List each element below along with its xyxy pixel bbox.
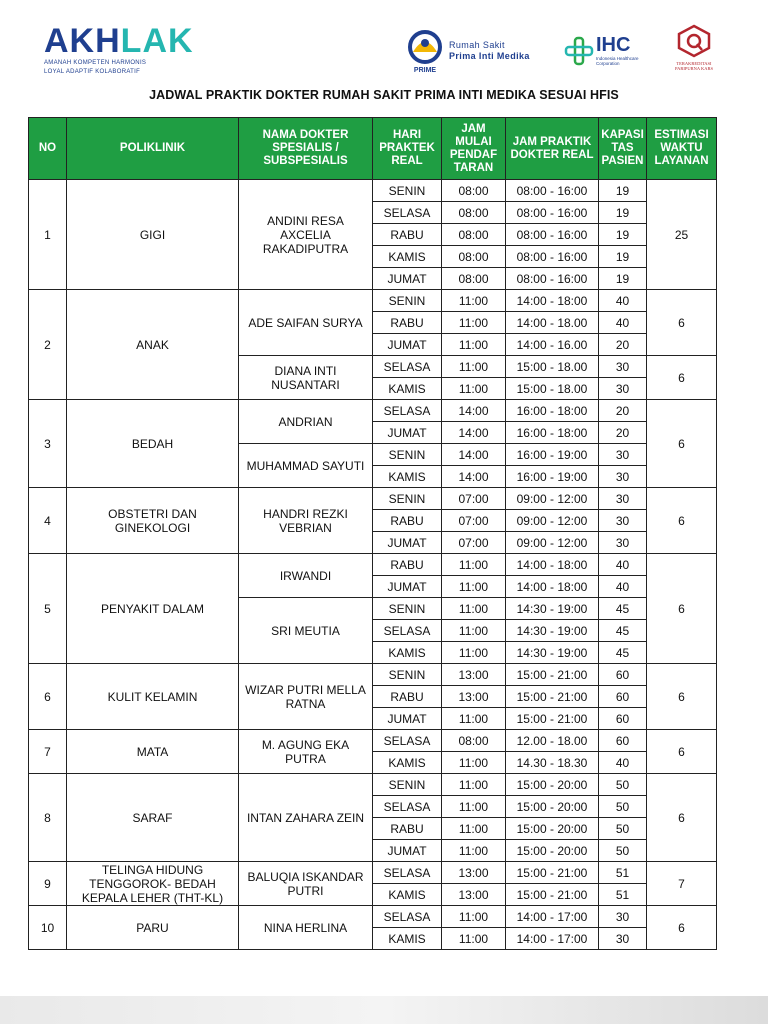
cell-hours: 15:00 - 21:00 (506, 884, 599, 906)
cell-day: KAMIS (373, 928, 442, 950)
cell-start: 13:00 (442, 686, 506, 708)
cell-hours: 14:00 - 17:00 (506, 906, 599, 928)
cell-estimate: 6 (647, 664, 717, 730)
cell-day: SELASA (373, 620, 442, 642)
cell-doctor: DIANA INTI NUSANTARI (239, 356, 373, 400)
ihc-subtitle: Indonesia Healthcare Corporation (596, 56, 639, 66)
cell-hours: 16:00 - 19:00 (506, 444, 599, 466)
cell-hours: 09:00 - 12:00 (506, 510, 599, 532)
cell-day: RABU (373, 510, 442, 532)
table-row (29, 664, 717, 686)
cell-capacity: 30 (599, 356, 647, 378)
cell-hours: 15:00 - 20:00 (506, 774, 599, 796)
cell-capacity: 19 (599, 268, 647, 290)
cell-capacity: 30 (599, 906, 647, 928)
cell-doctor: BALUQIA ISKANDAR PUTRI (239, 862, 373, 906)
cell-hours: 15:00 - 20:00 (506, 840, 599, 862)
cell-capacity: 20 (599, 422, 647, 444)
cell-day: KAMIS (373, 884, 442, 906)
cell-day: SENIN (373, 444, 442, 466)
cell-doctor: INTAN ZAHARA ZEIN (239, 774, 373, 862)
cell-start: 11:00 (442, 774, 506, 796)
cell-capacity: 60 (599, 708, 647, 730)
cell-start: 11:00 (442, 708, 506, 730)
cell-start: 08:00 (442, 202, 506, 224)
cell-day: SENIN (373, 598, 442, 620)
cell-capacity: 40 (599, 576, 647, 598)
table-row (29, 730, 717, 752)
cell-capacity: 30 (599, 444, 647, 466)
cell-capacity: 51 (599, 862, 647, 884)
cell-hours: 15:00 - 21:00 (506, 708, 599, 730)
cell-start: 11:00 (442, 378, 506, 400)
cell-capacity: 40 (599, 312, 647, 334)
header-capacity: KAPASI TAS PASIEN (599, 118, 647, 180)
cell-start: 14:00 (442, 422, 506, 444)
cell-capacity: 30 (599, 488, 647, 510)
prime-badge-text: PRIME (413, 67, 437, 74)
cell-day: KAMIS (373, 466, 442, 488)
cell-hours: 14:30 - 19:00 (506, 598, 599, 620)
cell-start: 11:00 (442, 290, 506, 312)
cell-hours: 08:00 - 16:00 (506, 246, 599, 268)
cell-day: RABU (373, 686, 442, 708)
cell-capacity: 45 (599, 620, 647, 642)
cell-poliklinik: ANAK (67, 290, 239, 400)
cell-estimate: 7 (647, 862, 717, 906)
header-poliklinik: POLIKLINIK (67, 118, 239, 180)
ihc-cross-icon (564, 36, 594, 66)
cell-start: 11:00 (442, 620, 506, 642)
cell-poliklinik: PARU (67, 906, 239, 950)
table-row (29, 554, 717, 576)
table-row (29, 862, 717, 884)
cell-capacity: 40 (599, 554, 647, 576)
cell-hours: 15:00 - 18.00 (506, 356, 599, 378)
kars-accreditation-logo (664, 24, 724, 74)
cell-start: 13:00 (442, 884, 506, 906)
cell-capacity: 45 (599, 642, 647, 664)
cell-day: KAMIS (373, 378, 442, 400)
header-registration-start: JAM MULAI PENDAF TARAN (442, 118, 506, 180)
cell-start: 07:00 (442, 488, 506, 510)
cell-no: 9 (29, 862, 67, 906)
cell-no: 8 (29, 774, 67, 862)
cell-capacity: 40 (599, 752, 647, 774)
cell-day: RABU (373, 818, 442, 840)
cell-capacity: 60 (599, 664, 647, 686)
cell-hours: 15:00 - 21:00 (506, 686, 599, 708)
akhlak-tagline-1: AMANAH KOMPETEN HARMONIS (44, 60, 147, 66)
cell-day: SENIN (373, 488, 442, 510)
cell-doctor: M. AGUNG EKA PUTRA (239, 730, 373, 774)
prime-line-1: Rumah Sakit (449, 40, 505, 50)
cell-capacity: 50 (599, 818, 647, 840)
cell-doctor: SRI MEUTIA (239, 598, 373, 664)
table-row (29, 906, 717, 928)
cell-no: 10 (29, 906, 67, 950)
cell-start: 13:00 (442, 862, 506, 884)
cell-hours: 14:00 - 17:00 (506, 928, 599, 950)
cell-estimate: 6 (647, 554, 717, 664)
cell-capacity: 50 (599, 796, 647, 818)
cell-hours: 15:00 - 18.00 (506, 378, 599, 400)
kars-emblem-icon (676, 24, 712, 58)
cell-no: 6 (29, 664, 67, 730)
cell-hours: 12.00 - 18.00 (506, 730, 599, 752)
schedule-table (28, 117, 717, 950)
cell-day: SELASA (373, 356, 442, 378)
cell-hours: 09:00 - 12:00 (506, 488, 599, 510)
cell-doctor: MUHAMMAD SAYUTI (239, 444, 373, 488)
cell-poliklinik: KULIT KELAMIN (67, 664, 239, 730)
cell-day: JUMAT (373, 422, 442, 444)
cell-capacity: 60 (599, 730, 647, 752)
cell-doctor: HANDRI REZKI VEBRIAN (239, 488, 373, 554)
cell-day: JUMAT (373, 334, 442, 356)
cell-capacity: 50 (599, 840, 647, 862)
cell-no: 3 (29, 400, 67, 488)
cell-hours: 14:30 - 19:00 (506, 642, 599, 664)
table-row (29, 774, 717, 796)
cell-poliklinik: BEDAH (67, 400, 239, 488)
cell-capacity: 30 (599, 378, 647, 400)
cell-capacity: 30 (599, 466, 647, 488)
cell-hours: 14:00 - 16.00 (506, 334, 599, 356)
cell-day: KAMIS (373, 642, 442, 664)
cell-poliklinik: PENYAKIT DALAM (67, 554, 239, 664)
cell-hours: 08:00 - 16:00 (506, 202, 599, 224)
cell-hours: 14:00 - 18:00 (506, 554, 599, 576)
prime-hospital-logo (405, 28, 555, 74)
cell-hours: 14:00 - 18:00 (506, 290, 599, 312)
cell-no: 5 (29, 554, 67, 664)
cell-day: SELASA (373, 400, 442, 422)
header-service-estimate: ESTIMASI WAKTU LAYANAN (647, 118, 717, 180)
cell-poliklinik: OBSTETRI DAN GINEKOLOGI (67, 488, 239, 554)
ihc-logo (564, 28, 656, 70)
cell-start: 11:00 (442, 356, 506, 378)
akhlak-tagline-2: LOYAL ADAPTIF KOLABORATIF (44, 69, 141, 75)
cell-start: 11:00 (442, 928, 506, 950)
cell-doctor: ADE SAIFAN SURYA (239, 290, 373, 356)
cell-doctor: WIZAR PUTRI MELLA RATNA (239, 664, 373, 730)
cell-doctor: ANDINI RESA AXCELIA RAKADIPUTRA (239, 180, 373, 290)
cell-hours: 16:00 - 18:00 (506, 400, 599, 422)
cell-capacity: 19 (599, 202, 647, 224)
header-day: HARI PRAKTEK REAL (373, 118, 442, 180)
cell-poliklinik: TELINGA HIDUNG TENGGOROK- BEDAH KEPALA LEHER (THT-KL) (67, 862, 239, 906)
cell-capacity: 45 (599, 598, 647, 620)
cell-start: 14:00 (442, 400, 506, 422)
cell-start: 08:00 (442, 224, 506, 246)
header-practice-hours: JAM PRAKTIK DOKTER REAL (506, 118, 599, 180)
table-row (29, 180, 717, 202)
cell-no: 1 (29, 180, 67, 290)
cell-capacity: 19 (599, 224, 647, 246)
cell-day: SENIN (373, 290, 442, 312)
cell-hours: 15:00 - 21:00 (506, 862, 599, 884)
cell-start: 11:00 (442, 312, 506, 334)
cell-day: SENIN (373, 180, 442, 202)
cell-day: SENIN (373, 664, 442, 686)
akhlak-logo (44, 22, 194, 76)
cell-hours: 15:00 - 20:00 (506, 818, 599, 840)
cell-hours: 08:00 - 16:00 (506, 268, 599, 290)
cell-start: 14:00 (442, 466, 506, 488)
cell-day: JUMAT (373, 708, 442, 730)
cell-no: 2 (29, 290, 67, 400)
cell-hours: 16:00 - 19:00 (506, 466, 599, 488)
cell-day: JUMAT (373, 532, 442, 554)
cell-estimate: 25 (647, 180, 717, 290)
cell-start: 11:00 (442, 598, 506, 620)
cell-start: 11:00 (442, 906, 506, 928)
table-row (29, 290, 717, 312)
cell-hours: 14.30 - 18.30 (506, 752, 599, 774)
page-title: JADWAL PRAKTIK DOKTER RUMAH SAKIT PRIMA INTI MEDIKA SESUAI HFIS (149, 88, 619, 102)
cell-start: 08:00 (442, 180, 506, 202)
cell-start: 08:00 (442, 730, 506, 752)
cell-capacity: 60 (599, 686, 647, 708)
cell-hours: 14:00 - 18:00 (506, 576, 599, 598)
cell-doctor: NINA HERLINA (239, 906, 373, 950)
cell-capacity: 51 (599, 884, 647, 906)
cell-day: RABU (373, 554, 442, 576)
cell-start: 13:00 (442, 664, 506, 686)
cell-no: 4 (29, 488, 67, 554)
cell-hours: 15:00 - 21:00 (506, 664, 599, 686)
cell-day: JUMAT (373, 576, 442, 598)
cell-estimate: 6 (647, 290, 717, 356)
cell-start: 07:00 (442, 532, 506, 554)
cell-start: 11:00 (442, 818, 506, 840)
cell-day: JUMAT (373, 840, 442, 862)
header-no: NO (29, 118, 67, 180)
cell-start: 11:00 (442, 576, 506, 598)
cell-hours: 15:00 - 20:00 (506, 796, 599, 818)
ihc-wordmark: IHC (596, 34, 631, 56)
cell-estimate: 6 (647, 906, 717, 950)
cell-capacity: 19 (599, 246, 647, 268)
cell-hours: 08:00 - 16:00 (506, 224, 599, 246)
cell-capacity: 20 (599, 334, 647, 356)
cell-start: 11:00 (442, 752, 506, 774)
cell-estimate: 6 (647, 774, 717, 862)
cell-capacity: 19 (599, 180, 647, 202)
cell-day: KAMIS (373, 246, 442, 268)
cell-estimate: 6 (647, 356, 717, 400)
cell-estimate: 6 (647, 730, 717, 774)
akhlak-wordmark: AKHLAK (44, 22, 194, 60)
cell-day: SELASA (373, 862, 442, 884)
cell-capacity: 30 (599, 928, 647, 950)
kars-subtitle: TERAKREDITASI PARIPURNA KARS (675, 61, 713, 71)
cell-day: RABU (373, 312, 442, 334)
table-row (29, 400, 717, 422)
footer-band (0, 996, 768, 1024)
header-doctor: NAMA DOKTER SPESIALIS / SUBSPESIALIS (239, 118, 373, 180)
cell-day: SELASA (373, 906, 442, 928)
cell-doctor: ANDRIAN (239, 400, 373, 444)
cell-capacity: 40 (599, 290, 647, 312)
cell-day: SELASA (373, 730, 442, 752)
cell-capacity: 20 (599, 400, 647, 422)
cell-estimate: 6 (647, 400, 717, 488)
cell-day: KAMIS (373, 752, 442, 774)
cell-hours: 16:00 - 18:00 (506, 422, 599, 444)
cell-start: 11:00 (442, 554, 506, 576)
cell-no: 7 (29, 730, 67, 774)
cell-hours: 09:00 - 12:00 (506, 532, 599, 554)
cell-day: JUMAT (373, 268, 442, 290)
cell-start: 11:00 (442, 642, 506, 664)
cell-start: 08:00 (442, 246, 506, 268)
cell-hours: 14:00 - 18.00 (506, 312, 599, 334)
cell-start: 07:00 (442, 510, 506, 532)
cell-day: SENIN (373, 774, 442, 796)
cell-capacity: 30 (599, 510, 647, 532)
cell-poliklinik: MATA (67, 730, 239, 774)
cell-day: RABU (373, 224, 442, 246)
cell-hours: 14:30 - 19:00 (506, 620, 599, 642)
cell-start: 14:00 (442, 444, 506, 466)
cell-poliklinik: GIGI (67, 180, 239, 290)
cell-day: SELASA (373, 796, 442, 818)
cell-capacity: 30 (599, 532, 647, 554)
cell-start: 11:00 (442, 334, 506, 356)
cell-capacity: 50 (599, 774, 647, 796)
prime-emblem-icon (405, 28, 445, 74)
table-row (29, 488, 717, 510)
cell-start: 08:00 (442, 268, 506, 290)
cell-start: 11:00 (442, 796, 506, 818)
prime-line-2: Prima Inti Medika (449, 51, 530, 61)
table-header-row (29, 118, 717, 180)
cell-estimate: 6 (647, 488, 717, 554)
cell-start: 11:00 (442, 840, 506, 862)
cell-doctor: IRWANDI (239, 554, 373, 598)
cell-poliklinik: SARAF (67, 774, 239, 862)
cell-day: SELASA (373, 202, 442, 224)
cell-hours: 08:00 - 16:00 (506, 180, 599, 202)
